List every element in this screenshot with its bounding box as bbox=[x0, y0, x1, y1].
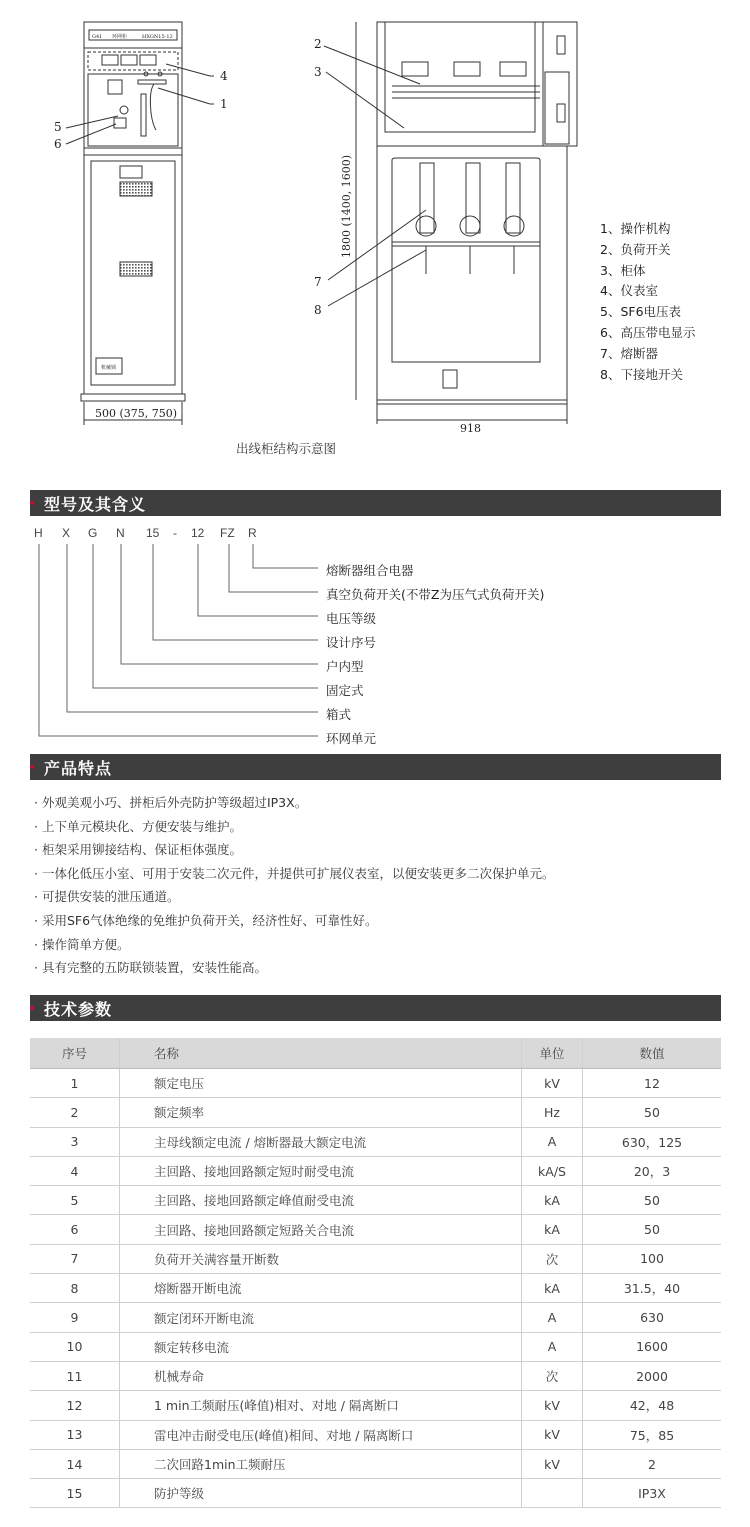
col-header-unit: 单位 bbox=[522, 1038, 583, 1069]
cell-index: 1 bbox=[30, 1069, 120, 1098]
cell-unit: kA bbox=[522, 1215, 583, 1244]
cell-name: 1 min工频耐压(峰值)相对、对地 / 隔离断口 bbox=[120, 1391, 522, 1420]
accent-dot bbox=[30, 501, 34, 505]
callout-3: 3 bbox=[314, 65, 322, 79]
code-letter: H bbox=[34, 526, 43, 540]
cell-name: 负荷开关满容量开断数 bbox=[120, 1244, 522, 1273]
table-row bbox=[30, 1069, 721, 1098]
table-row bbox=[30, 1361, 721, 1390]
feature-list bbox=[34, 791, 554, 980]
cell-index: 15 bbox=[30, 1479, 120, 1508]
cell-unit: A bbox=[522, 1303, 583, 1332]
model-meaning: 真空负荷开关(不带Z为压气式负荷开关) bbox=[326, 587, 545, 602]
table-header-row bbox=[30, 1038, 721, 1069]
legend-item: 6、高压带电显示 bbox=[600, 324, 696, 340]
cell-unit: kV bbox=[522, 1420, 583, 1449]
component-legend bbox=[600, 219, 695, 385]
feature-item: · 具有完整的五防联锁装置，安装性能高。 bbox=[34, 960, 267, 976]
cell-name: 雷电冲击耐受电压(峰值)相间、对地 / 隔离断口 bbox=[120, 1420, 522, 1449]
params-table bbox=[30, 1038, 721, 1508]
table-row bbox=[30, 1244, 721, 1273]
side-dimension: 918 bbox=[460, 422, 481, 435]
table-row bbox=[30, 1479, 721, 1508]
callout-6: 6 bbox=[54, 137, 62, 151]
cell-unit: 次 bbox=[522, 1244, 583, 1273]
legend-item: 4、仪表室 bbox=[600, 283, 658, 299]
cell-index: 8 bbox=[30, 1274, 120, 1303]
legend-item: 5、SF6电压表 bbox=[600, 304, 682, 320]
table-row bbox=[30, 1127, 721, 1156]
section-title-model: 型号及其含义 bbox=[44, 495, 147, 514]
col-header-index: 序号 bbox=[30, 1038, 120, 1069]
feature-item: · 操作简单方便。 bbox=[34, 936, 130, 952]
table-row bbox=[30, 1098, 721, 1127]
front-dimension: 500 (375, 750) bbox=[95, 407, 178, 420]
cell-unit: A bbox=[522, 1127, 583, 1156]
cell-unit: kV bbox=[522, 1391, 583, 1420]
model-meaning: 设计序号 bbox=[326, 635, 377, 650]
legend-item: 8、下接地开关 bbox=[600, 366, 683, 382]
table-row bbox=[30, 1332, 721, 1361]
code-letter: X bbox=[62, 526, 71, 540]
table-row bbox=[30, 1274, 721, 1303]
cell-value: 12 bbox=[583, 1069, 722, 1098]
cell-value: 630，125 bbox=[583, 1127, 722, 1156]
code-letter: N bbox=[116, 526, 125, 540]
model-meaning: 电压等级 bbox=[326, 611, 377, 626]
feature-item: · 外观美观小巧、拼柜后外壳防护等级超过IP3X。 bbox=[34, 795, 308, 810]
cell-name: 主回路、接地回路额定短时耐受电流 bbox=[120, 1156, 522, 1185]
cell-index: 13 bbox=[30, 1420, 120, 1449]
cell-value: 50 bbox=[583, 1186, 722, 1215]
table-row bbox=[30, 1156, 721, 1185]
callout-8: 8 bbox=[314, 303, 322, 317]
feature-item: · 可提供安装的泄压通道。 bbox=[34, 889, 180, 905]
code-letter: G bbox=[88, 526, 98, 540]
cell-value: 20，3 bbox=[583, 1156, 722, 1185]
section-header-model bbox=[30, 490, 721, 516]
cell-unit: kV bbox=[522, 1449, 583, 1478]
feature-item: · 柜架采用铆接结构、保证柜体强度。 bbox=[34, 842, 242, 858]
cell-unit: A bbox=[522, 1332, 583, 1361]
callout-7: 7 bbox=[314, 275, 322, 289]
code-letter: R bbox=[248, 526, 257, 540]
cell-unit: kA bbox=[522, 1274, 583, 1303]
cell-value: 1600 bbox=[583, 1332, 722, 1361]
front-header-name: 环网柜 bbox=[112, 34, 128, 40]
cell-value: 630 bbox=[583, 1303, 722, 1332]
cell-unit bbox=[522, 1479, 583, 1508]
callout-5: 5 bbox=[54, 120, 62, 134]
drawing-caption: 出线柜结构示意图 bbox=[236, 441, 337, 456]
cell-value: 2000 bbox=[583, 1361, 722, 1390]
cell-value: 50 bbox=[583, 1098, 722, 1127]
cell-name: 主回路、接地回路额定短路关合电流 bbox=[120, 1215, 522, 1244]
cell-index: 3 bbox=[30, 1127, 120, 1156]
code-letter: 12 bbox=[191, 526, 205, 540]
accent-dot bbox=[30, 1006, 34, 1010]
cell-name: 额定电压 bbox=[120, 1069, 522, 1098]
cell-index: 12 bbox=[30, 1391, 120, 1420]
section-title-params: 技术参数 bbox=[44, 1000, 113, 1019]
table-row bbox=[30, 1303, 721, 1332]
cell-index: 6 bbox=[30, 1215, 120, 1244]
col-header-value: 数值 bbox=[583, 1038, 722, 1069]
legend-item: 7、熔断器 bbox=[600, 345, 658, 361]
front-header-num: G41 bbox=[92, 34, 103, 40]
cell-value: 31.5，40 bbox=[583, 1274, 722, 1303]
cell-index: 4 bbox=[30, 1156, 120, 1185]
legend-item: 2、负荷开关 bbox=[600, 241, 671, 257]
cell-index: 9 bbox=[30, 1303, 120, 1332]
structure-drawing bbox=[0, 0, 750, 470]
accent-dot bbox=[30, 765, 34, 769]
model-meaning: 户内型 bbox=[326, 659, 364, 674]
cell-index: 5 bbox=[30, 1186, 120, 1215]
callout-4: 4 bbox=[220, 69, 228, 83]
section-header-features bbox=[30, 754, 721, 780]
cell-unit: Hz bbox=[522, 1098, 583, 1127]
cell-index: 11 bbox=[30, 1361, 120, 1390]
cell-name: 防护等级 bbox=[120, 1479, 522, 1508]
col-header-name: 名称 bbox=[120, 1038, 522, 1069]
cell-name: 额定频率 bbox=[120, 1098, 522, 1127]
model-meaning: 箱式 bbox=[326, 707, 352, 722]
cell-value: 50 bbox=[583, 1215, 722, 1244]
legend-item: 3、柜体 bbox=[600, 262, 646, 278]
table-row bbox=[30, 1215, 721, 1244]
cell-name: 二次回路1min工频耐压 bbox=[120, 1449, 522, 1478]
legend-item: 1、操作机构 bbox=[600, 221, 671, 236]
code-letter: FZ bbox=[220, 526, 235, 540]
front-header-code: HXGN15-12 bbox=[142, 34, 173, 40]
section-title-features: 产品特点 bbox=[44, 759, 113, 778]
table-row bbox=[30, 1391, 721, 1420]
feature-item: · 一体化低压小室、可用于安装二次元件，并提供可扩展仪表室，以便安装更多二次保护单元。 bbox=[34, 865, 555, 881]
cell-index: 14 bbox=[30, 1449, 120, 1478]
cell-value: 75，85 bbox=[583, 1420, 722, 1449]
section-header-params bbox=[30, 995, 721, 1021]
code-letter: - bbox=[173, 526, 177, 540]
cell-name: 主回路、接地回路额定峰值耐受电流 bbox=[120, 1186, 522, 1215]
table-row bbox=[30, 1420, 721, 1449]
height-dimension: 1800 (1400, 1600) bbox=[340, 154, 353, 258]
front-view bbox=[81, 22, 185, 401]
cell-name: 额定闭环开断电流 bbox=[120, 1303, 522, 1332]
feature-item: · 采用SF6气体绝缘的免维护负荷开关，经济性好、可靠性好。 bbox=[34, 912, 378, 928]
cell-value: 100 bbox=[583, 1244, 722, 1273]
table-row bbox=[30, 1449, 721, 1478]
cell-unit: kA/S bbox=[522, 1156, 583, 1185]
cell-value: IP3X bbox=[583, 1479, 722, 1508]
cell-name: 熔断器开断电流 bbox=[120, 1274, 522, 1303]
model-meaning: 固定式 bbox=[326, 683, 364, 698]
table-row bbox=[30, 1186, 721, 1215]
callout-1: 1 bbox=[220, 97, 228, 111]
cell-unit: 次 bbox=[522, 1361, 583, 1390]
cell-name: 主母线额定电流 / 熔断器最大额定电流 bbox=[120, 1127, 522, 1156]
cell-value: 2 bbox=[583, 1449, 722, 1478]
callout-2: 2 bbox=[314, 37, 322, 51]
cell-index: 10 bbox=[30, 1332, 120, 1361]
front-plate: 机械锁 bbox=[101, 365, 117, 371]
feature-item: · 上下单元模块化、方便安装与维护。 bbox=[34, 818, 242, 834]
code-letter: 15 bbox=[146, 526, 160, 540]
cell-index: 2 bbox=[30, 1098, 120, 1127]
cell-unit: kA bbox=[522, 1186, 583, 1215]
model-meaning: 熔断器组合电器 bbox=[326, 563, 414, 578]
model-meaning: 环网单元 bbox=[326, 731, 377, 746]
cell-unit: kV bbox=[522, 1069, 583, 1098]
cell-name: 额定转移电流 bbox=[120, 1332, 522, 1361]
cell-name: 机械寿命 bbox=[120, 1361, 522, 1390]
cell-value: 42，48 bbox=[583, 1391, 722, 1420]
cell-index: 7 bbox=[30, 1244, 120, 1273]
